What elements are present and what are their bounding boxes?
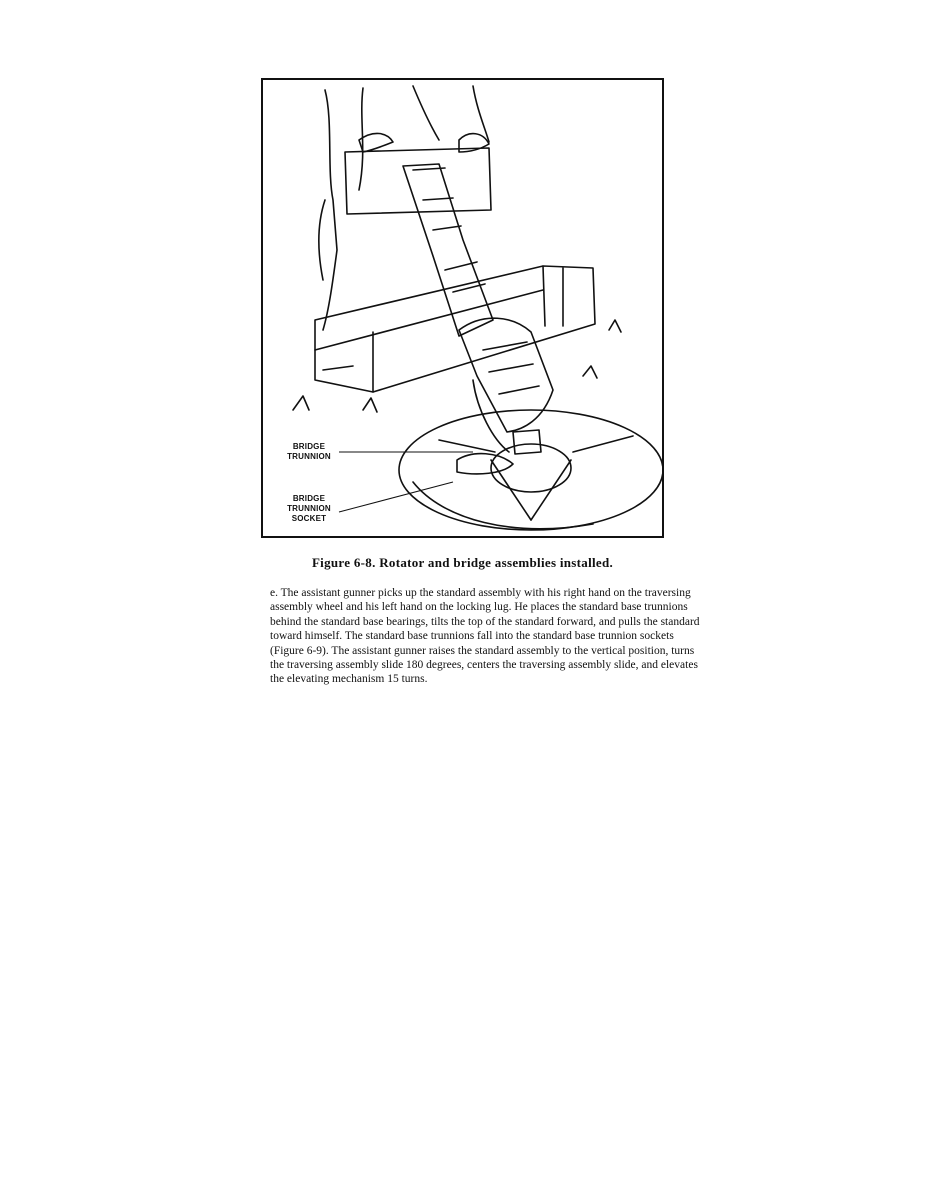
body-paragraph: e. The assistant gunner picks up the standard assembly with his right hand on the traversing assembly wheel and his left hand on the locking lug. He places the standard base trunnions behind the standard base bearings, tilts the top of the standard forward, and pulls the standard toward himself. The standard base trunnions fall into the standard base trunnion sockets (Figure 6-9). The assistant gunner raises the standard assembly to the vertical position, turns the traversing assembly slide 180 degrees, centers the traversing assembly slide, and elevates the elevating mechanism 15 turns. — [270, 587, 700, 686]
figure-frame — [261, 78, 664, 538]
figure-caption: Figure 6-8. Rotator and bridge assemblies installed. — [311, 555, 614, 570]
callout-bridge-trunnion: BRIDGE TRUNNION — [287, 442, 331, 461]
rotator-bridge-illustration — [263, 80, 662, 536]
callout-bridge-trunnion-socket: BRIDGE TRUNNION SOCKET — [287, 494, 331, 523]
